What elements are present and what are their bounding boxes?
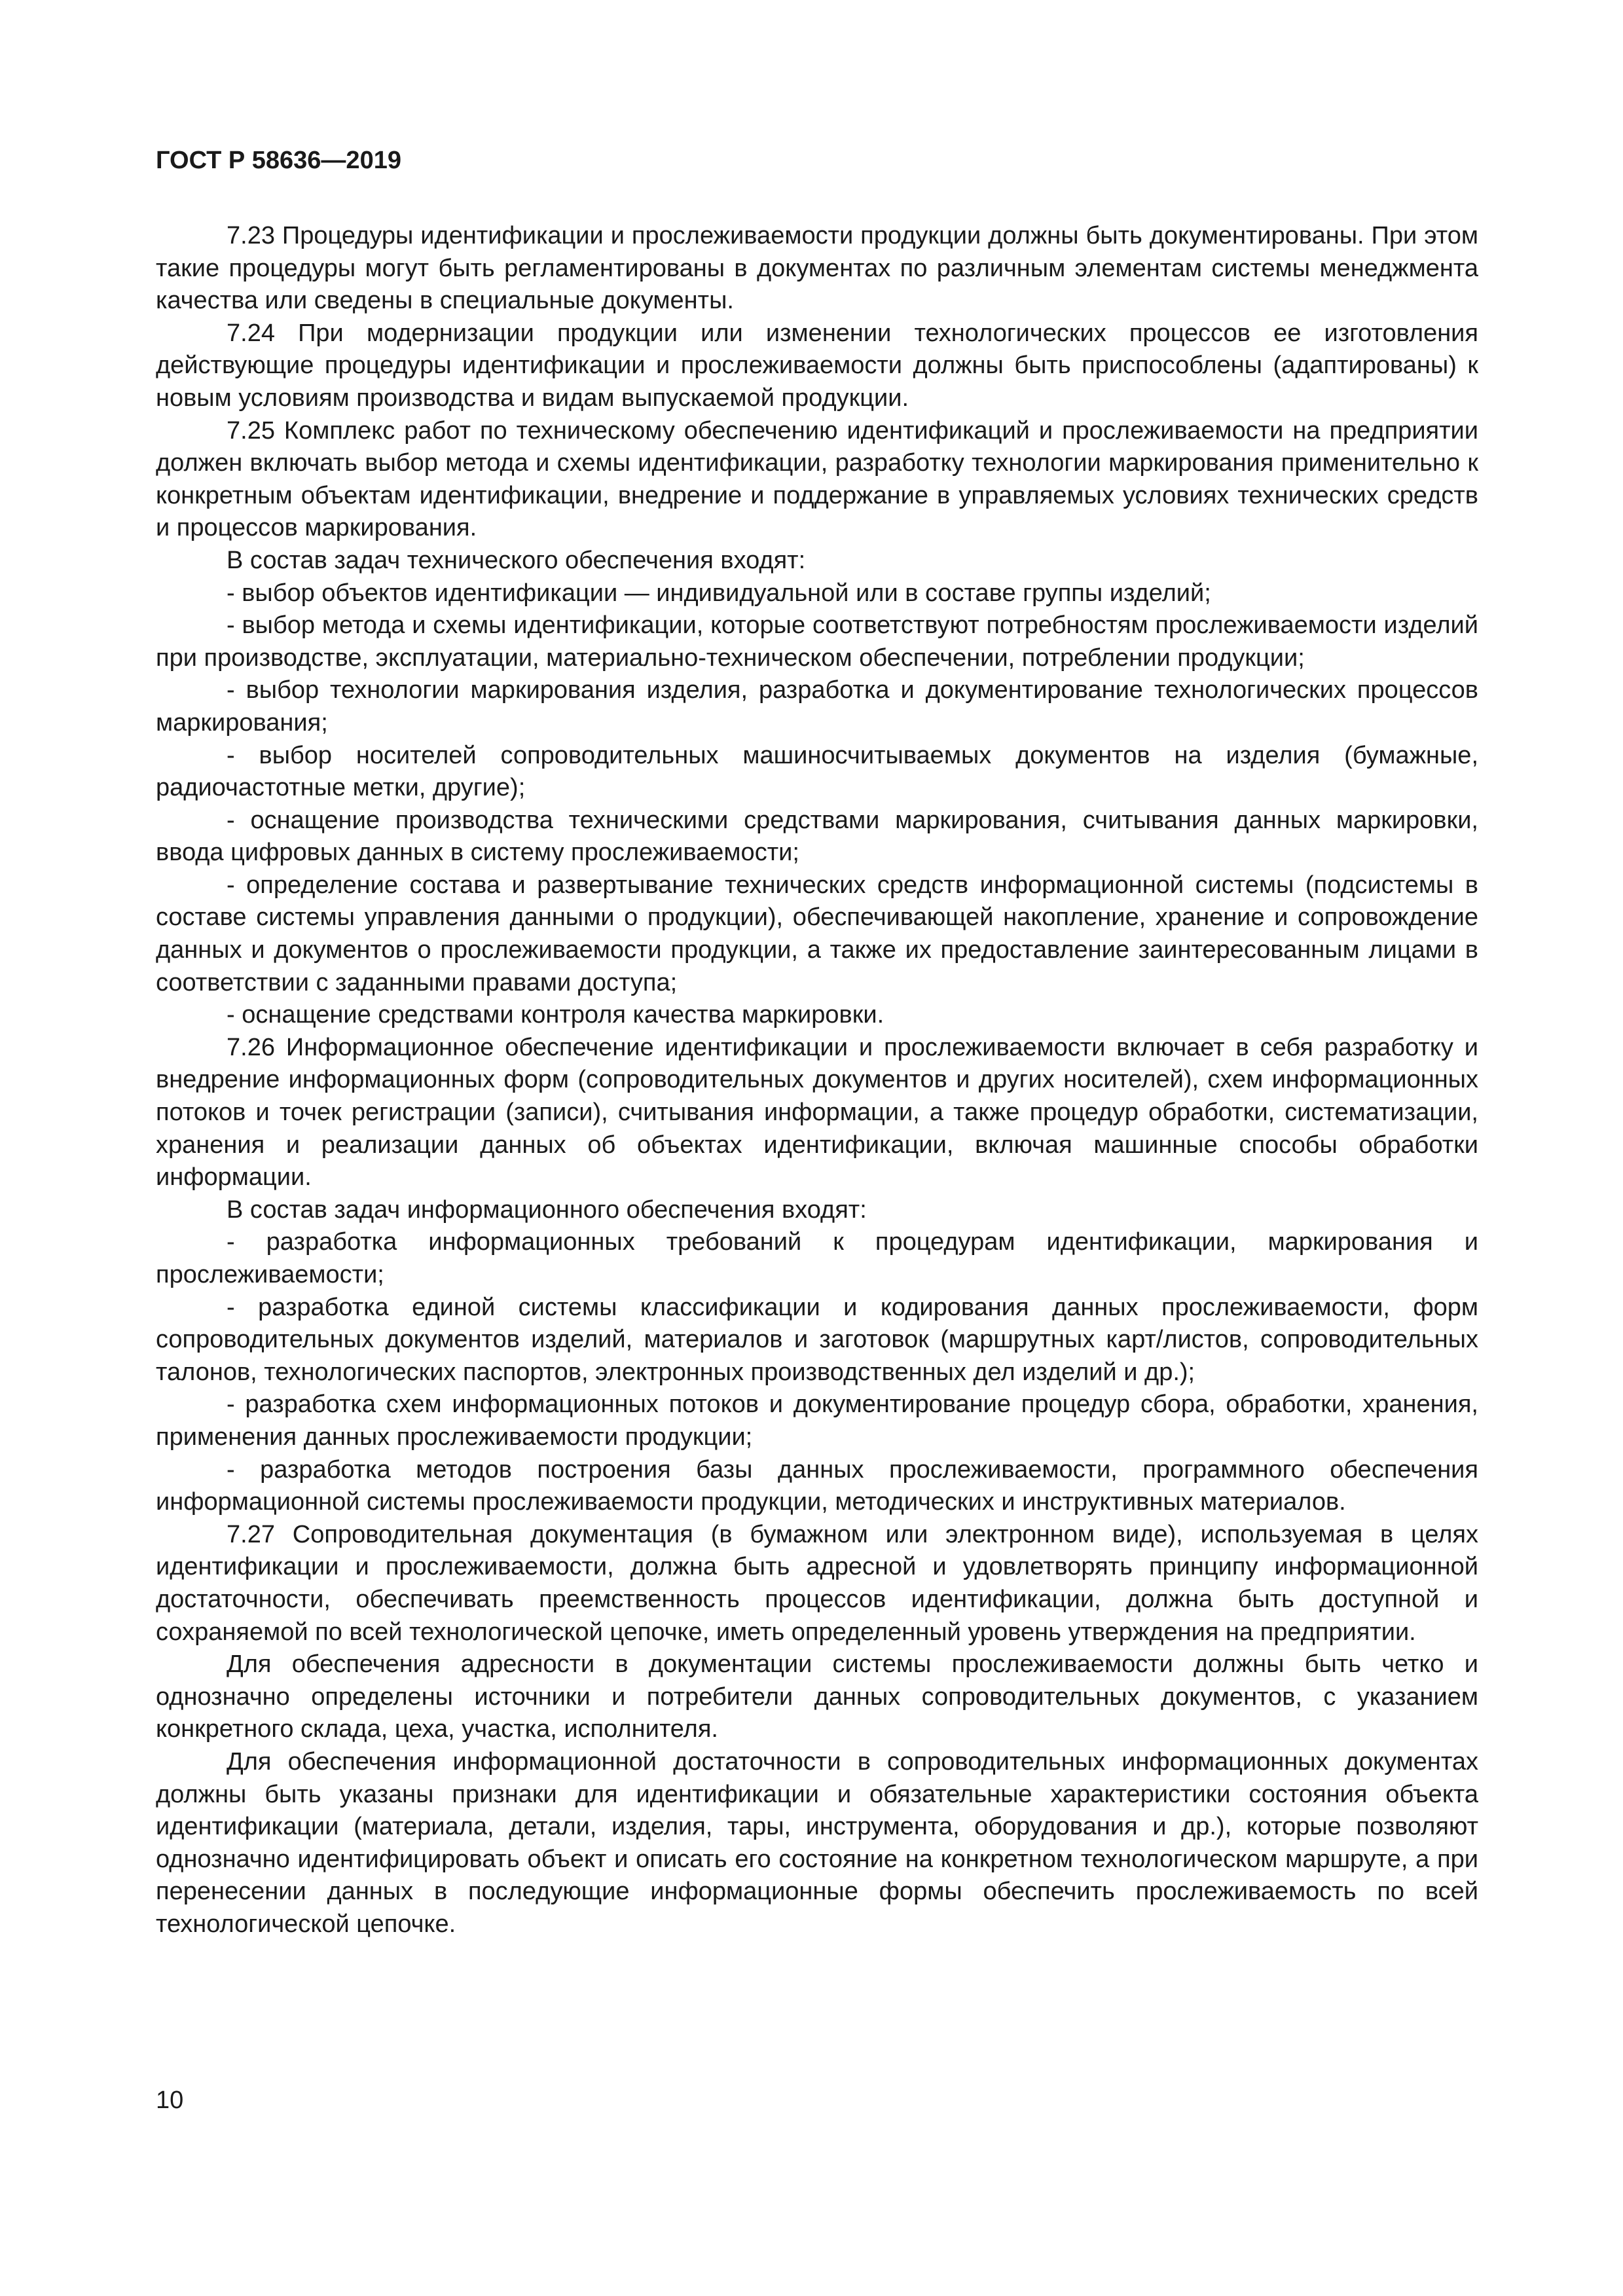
paragraph-7-27: 7.27 Сопроводительная документация (в бумажном или электронном виде), используемая в целях идентификации и прослеживаемости, должна быть адресной и удовлетворять принципу информационной достаточности, обеспечивать преемственность процессов идентификации, должна быть доступной и сохраняемой по всей технологической цепочке, иметь определенный уровень утверждения на предприятии.: [156, 1520, 1478, 1646]
document-page: [156, 144, 1478, 1941]
list-item: - оснащение средствами контроля качества маркировки.: [227, 1001, 884, 1029]
list-item: - оснащение производства техническими средствами маркирования, считывания данных маркировки, ввода цифровых данных в систему прослеживаемости;: [156, 806, 1478, 867]
list-item: - выбор объектов идентификации — индивидуальной или в составе группы изделий;: [227, 579, 1211, 607]
paragraph-7-25: 7.25 Комплекс работ по техническому обеспечению идентификаций и прослеживаемости на предприятии должен включать выбор метода и схемы идентификации, разработку технологии маркирования применительно к конкретным объектам идентификации, внедрение и поддержание в управляемых условиях технических средств и процессов маркирования.: [156, 416, 1478, 542]
list-item: - выбор метода и схемы идентификации, которые соответствуют потребностям прослеживаемости изделий при производстве, эксплуатации, материально-техническом обеспечении, потреблении продукции;: [156, 611, 1478, 672]
list-item: - разработка методов построения базы данных прослеживаемости, программного обеспечения информационной системы прослеживаемости продукции, методических и инструктивных материалов.: [156, 1455, 1478, 1516]
document-body: [156, 220, 1478, 1941]
list-item: - разработка информационных требований к процедурам идентификации, маркирования и прослеживаемости;: [156, 1228, 1478, 1288]
technical-tasks-intro: В состав задач технического обеспечения входят:: [227, 546, 806, 574]
list-item: - разработка единой системы классификации и кодирования данных прослеживаемости, форм сопроводительных документов изделий, материалов и заготовок (маршрутных карт/листов, сопроводительных талонов, технологических паспортов, электронных производственных дел изделий и др.);: [156, 1293, 1478, 1386]
document-code-header: ГОСТ Р 58636—2019: [156, 147, 401, 174]
sufficiency-paragraph: Для обеспечения информационной достаточности в сопроводительных информационных документах должны быть указаны признаки для идентификации и обязательные характеристики состояния объекта идентификации (материала, детали, изделия, тары, инструмента, оборудования и др.), которые позволяют однозначно идентифицировать объект и описать его состояние на конкретном технологическом маршруте, а при перенесении данных в последующие информационные формы обеспечить прослеживаемость по всей технологической цепочке.: [156, 1747, 1478, 1938]
list-item: - выбор носителей сопроводительных машиносчитываемых документов на изделия (бумажные, радиочастотные метки, другие);: [156, 741, 1478, 802]
list-item: - определение состава и развертывание технических средств информационной системы (подсистемы в составе системы управления данными о продукции), обеспечивающей накопление, хранение и сопровождение данных и документов о прослеживаемости продукции, а также их предоставление заинтересованным лицами в соответствии с заданными правами доступа;: [156, 871, 1478, 996]
paragraph-7-26: 7.26 Информационное обеспечение идентификации и прослеживаемости включает в себя разработку и внедрение информационных форм (сопроводительных документов и других носителей), схем информационных потоков и точек регистрации (записи), считывания информации, а также процедур обработки, систематизации, хранения и реализации данных об объектах идентификации, включая машинные способы обработки информации.: [156, 1033, 1478, 1192]
paragraph-7-23: 7.23 Процедуры идентификации и прослеживаемости продукции должны быть документированы. При этом такие процедуры могут быть регламентированы в документах по различным элементам системы менеджмента качества или сведены в специальные документы.: [156, 222, 1478, 315]
list-item: - разработка схем информационных потоков и документирование процедур сбора, обработки, хранения, применения данных прослеживаемости продукции;: [156, 1391, 1478, 1451]
information-tasks-intro: В состав задач информационного обеспечения входят:: [227, 1195, 867, 1224]
page-number: 10: [156, 2086, 184, 2114]
paragraph-7-24: 7.24 При модернизации продукции или изменении технологических процессов ее изготовления действующие процедуры идентификации и прослеживаемости должны быть приспособлены (адаптированы) к новым условиям производства и видам выпускаемой продукции.: [156, 319, 1478, 412]
list-item: - выбор технологии маркирования изделия, разработка и документирование технологических процессов маркирования;: [156, 676, 1478, 737]
addressing-paragraph: Для обеспечения адресности в документации системы прослеживаемости должны быть четко и однозначно определены источники и потребители данных сопроводительных документов, с указанием конкретного склада, цеха, участка, исполнителя.: [156, 1650, 1478, 1743]
